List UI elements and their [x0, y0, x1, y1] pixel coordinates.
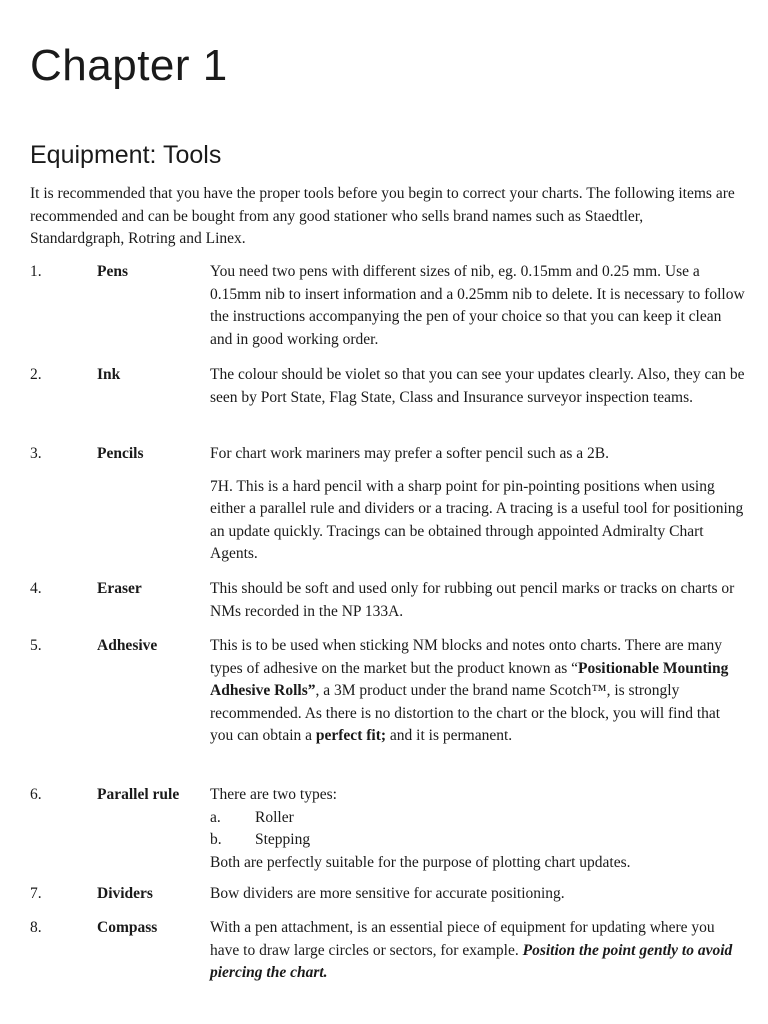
item-text: The colour should be violet so that you can see your updates clearly. Also, they can be seen by Port State, Flag State, Class and Insurance surveyor inspection teams.	[210, 366, 745, 406]
item-text: There are two types:	[210, 786, 337, 803]
product-name: Positionable Mounting Adhesive Rolls”	[210, 659, 729, 699]
sub-item-label: a.	[210, 808, 221, 826]
item-description	[210, 883, 745, 906]
item-term: Eraser	[97, 580, 142, 597]
item-text-continued: Both are perfectly suitable for the purpose of plotting chart updates.	[210, 853, 631, 871]
item-description	[210, 443, 745, 566]
item-number: 7.	[30, 885, 42, 902]
item-description	[210, 364, 745, 409]
sub-item	[210, 807, 745, 830]
sub-item-label: b.	[210, 831, 222, 848]
item-text-continued: 7H. This is a hard pencil with a sharp point for pin-pointing positions when using either a parallel rule and dividers or a tracing. A tracing is a useful tool for positioning an update quickly. Tracings can be obtained through appointed Admiralty Chart Agents.	[210, 477, 744, 562]
item-description	[210, 635, 745, 748]
item-text-part: With a pen attachment, is an essential piece of equipment for updating where you have to draw large circles or sectors, for example.	[210, 919, 715, 959]
item-number: 5.	[30, 637, 42, 654]
item-term: Pens	[97, 263, 128, 280]
item-text	[210, 917, 745, 985]
item-number: 1.	[30, 263, 42, 280]
chapter-title: Chapter 1	[30, 41, 228, 90]
sub-item-text: Roller	[255, 808, 294, 826]
section-title: Equipment: Tools	[30, 141, 222, 169]
intro-paragraph: It is recommended that you have the proper tools before you begin to correct your charts. The following items are recommended and can be bought from any good stationer who sells brand names such as Staedtler, Standardgraph, Rotring and Linex.	[30, 185, 735, 247]
item-description	[210, 261, 745, 351]
item-number: 3.	[30, 445, 42, 462]
item-term: Adhesive	[97, 637, 158, 654]
item-text: This should be soft and used only for rubbing out pencil marks or tracks on charts or NMs recorded in the NP 133A.	[210, 580, 735, 620]
item-term: Compass	[97, 919, 158, 936]
emphasis-text: Position the point gently to avoid piercing the chart.	[210, 941, 733, 981]
item-text	[210, 635, 745, 748]
item-text-part: and it is permanent.	[386, 727, 513, 744]
item-number: 2.	[30, 366, 42, 383]
item-text: Bow dividers are more sensitive for accurate positioning.	[210, 885, 565, 902]
item-number: 4.	[30, 580, 42, 597]
item-term: Ink	[97, 366, 121, 383]
emphasis-text: perfect fit;	[315, 727, 387, 744]
sub-item	[210, 829, 745, 852]
item-text-part: , a 3M product under the brand name Scotch™, is strongly recommended. As there is no distortion to the chart or the block, you will find that you can obtain a	[210, 682, 721, 744]
item-description	[210, 784, 745, 874]
item-number: 8.	[30, 919, 42, 936]
item-description	[210, 917, 745, 985]
item-text: For chart work mariners may prefer a softer pencil such as a 2B.	[210, 445, 609, 462]
item-term: Parallel rule	[97, 786, 180, 803]
item-term: Pencils	[97, 445, 144, 462]
sub-item-text: Stepping	[255, 831, 311, 848]
item-number: 6.	[30, 786, 42, 803]
item-term: Dividers	[97, 885, 153, 902]
item-text-part: This is to be used when sticking NM blocks and notes onto charts. There are many types of adhesive on the market but the product known as “	[210, 637, 722, 677]
item-text: You need two pens with different sizes of nib, eg. 0.15mm and 0.25 mm. Use a 0.15mm nib to insert information and a 0.25mm nib to delete. It is necessary to follow the instructions accompanying the pen of your choice so that you can keep it clean and in good working order.	[210, 263, 745, 348]
item-description	[210, 578, 745, 623]
